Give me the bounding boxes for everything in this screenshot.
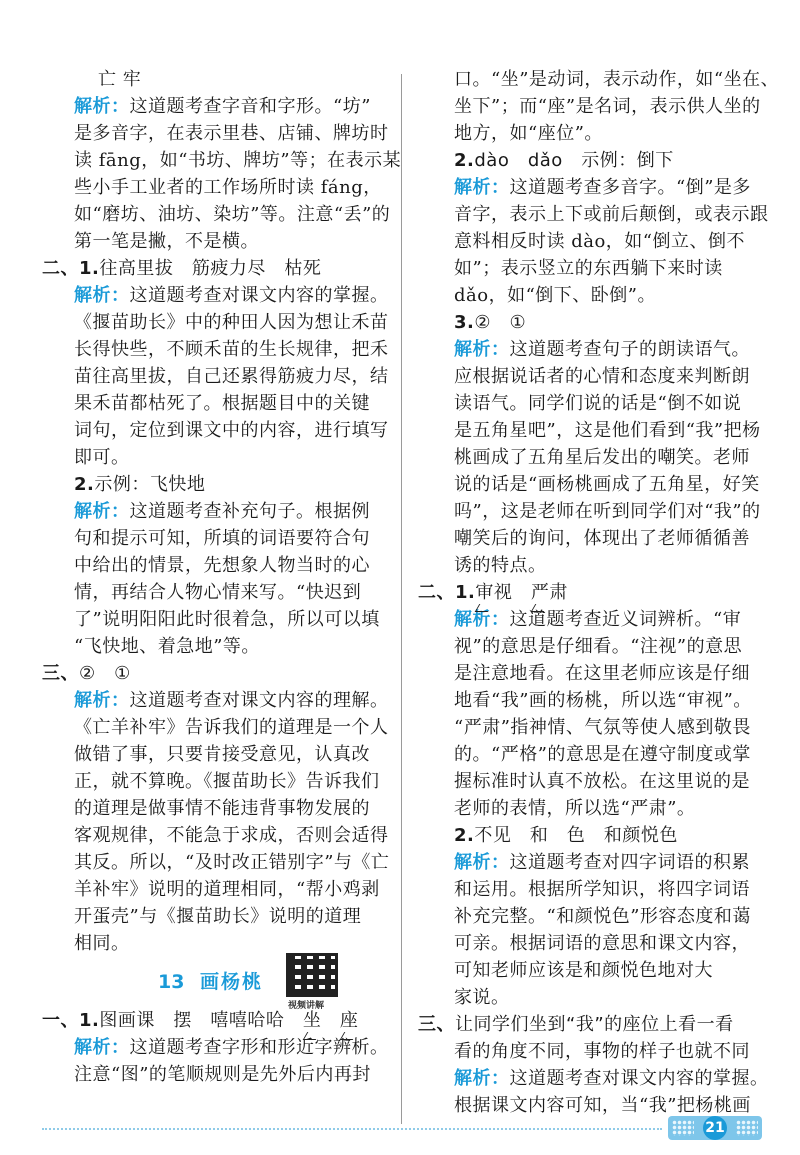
analysis-line: 可知老师应该是和颜悦色地对大 [454,960,713,981]
analysis-line: 解析：这道题考查近义词辨析。“审 [454,609,742,630]
analysis-line: 了”说明阳阳此时很着急，所以可以填 [74,609,380,630]
analysis-line: 地方，如“座位”。 [454,123,603,144]
analysis-line: “严肃”指神情、气氛等使人感到敬畏 [454,717,751,738]
question-line [418,822,778,849]
analysis-line: 应根据说话者的心情和态度来判断朗 [454,366,750,387]
answer-text: dào dǎo 示例：倒下 [474,150,674,171]
question-number: 2. [74,474,95,495]
analysis-line: 注意“图”的笔顺规则是先外后内再封 [74,1064,371,1085]
question-number: 2. [454,150,475,171]
analysis-line: 是多音字，在表示里巷、店铺、牌坊时 [74,123,389,144]
answer-text: 示例：飞快地 [94,474,206,495]
checked-word: 严肃 [531,579,568,606]
question-number: 3. [454,312,475,333]
analysis-line: 和运用。根据所学知识，将四字词语 [454,879,750,900]
analysis-line: 正，就不算晚。《揠苗助长》告诉我们 [74,771,380,792]
analysis-line: 做错了事，只要肯接受意见，认真改 [74,744,370,765]
analysis-line: 解析：这道题考查句子的朗读语气。 [454,339,750,360]
qr-code-icon[interactable] [286,953,338,997]
analysis-label: 解析： [74,285,130,306]
qr-caption: 视频讲解 [288,1001,325,1011]
analysis-line: 视”的意思是仔细看。“注视”的意思 [454,636,743,657]
question-line [418,309,778,336]
answer-text: 图画课 摆 嘻嘻哈哈 [99,1010,285,1031]
analysis-line: 解析：这道题考查补充句子。根据例 [74,501,370,522]
analysis-line: 解析：这道题考查字形和形近字辨析。 [74,1037,389,1058]
analysis-line: 解析：这道题考查多音字。“倒”是多 [454,177,751,198]
analysis-label: 解析： [454,177,510,198]
analysis-line: 句和提示可知，所填的词语要符合句 [74,528,370,549]
question-line [42,255,387,282]
analysis-line: 读语气。同学们说的话是“倒不如说 [454,393,742,414]
analysis-label: 解析： [454,1068,510,1089]
analysis-line: 苗往高里拔，自己还累得筋疲力尽，结 [74,366,389,387]
lesson-title: 画杨桃 [200,971,264,993]
column-divider [401,74,402,1124]
checked-word: 坐 [303,1007,322,1034]
question-line [42,471,387,498]
analysis-line: 开蛋壳”与《揠苗助长》说明的道理 [74,906,362,927]
question-number: 1. [79,1010,100,1031]
analysis-line: 坐下”；而“座”是名词，表示供人坐的 [454,96,761,117]
dots-decoration [736,1120,758,1136]
analysis-line: 握标准时认真不放松。在这里说的是 [454,771,750,792]
section-prefix: 二、 [418,582,455,603]
analysis-line: 音字，表示上下或前后颠倒，或表示跟 [454,204,769,225]
analysis-line: 中给出的情景，先想象人物当时的心 [74,555,370,576]
analysis-line: 是五角星吧”，这是他们看到“我”把杨 [454,420,761,441]
analysis-line: 是注意地看。在这里老师应该是仔细 [454,663,750,684]
analysis-line: 地看“我”画的杨桃，所以选“审视”。 [454,690,752,711]
question-line [42,660,387,687]
analysis-line: dǎo，如“倒下、卧倒”。 [454,285,656,306]
left-column [42,66,402,1088]
analysis-line: 口。“坐”是动词，表示动作，如“坐在、 [454,69,780,90]
answer-line: 亡 牢 [98,69,142,90]
analysis-line: 相同。 [74,933,130,954]
section-prefix: 一、 [42,1010,79,1031]
page-number: 21 [703,1116,727,1140]
analysis-line: 吗”，这是老师在听到同学们对“我”的 [454,501,761,522]
analysis-label: 解析： [74,690,130,711]
analysis-label: 解析： [454,609,510,630]
lesson-number: 13 [158,971,185,993]
analysis-line: 老师的表情，所以选“严肃”。 [454,798,696,819]
analysis-line: 诱的特点。 [454,555,547,576]
analysis-line: 说的话是“画杨桃画成了五角星，好笑 [454,474,760,495]
question-number: 1. [455,582,476,603]
analysis-line: 解析：这道题考查对课文内容的掌握。 [454,1068,769,1089]
answer-text: 看的角度不同，事物的样子也就不同 [454,1041,750,1062]
lesson-heading [42,957,387,1011]
right-column [418,66,778,1119]
analysis-line: 根据课文内容可知，当“我”把杨桃画 [454,1095,751,1116]
section-prefix: 三、 [418,1014,455,1035]
answer-text: 往高里拔 筋疲力尽 枯死 [99,258,322,279]
analysis-line: 即可。 [74,447,130,468]
analysis-line: 解析：这道题考查字音和字形。“坊” [74,96,371,117]
analysis-line: “飞快地、着急地”等。 [74,636,260,657]
checked-word: 座 [340,1007,359,1034]
analysis-line: 读 fāng，如“书坊、牌坊”等；在表示某 [74,150,402,171]
answer-text: 让同学们坐到“我”的座位上看一看 [455,1014,734,1035]
page-number-badge [668,1116,762,1140]
checked-word: 审视 [475,579,512,606]
analysis-line: 羊补牢》说明的道理相同，“帮小鸡剥 [74,879,380,900]
analysis-label: 解析： [74,96,130,117]
analysis-line: 解析：这道题考查对课文内容的理解。 [74,690,389,711]
analysis-line: 第一笔是撇，不是横。 [74,231,259,252]
analysis-line: 补充完整。“和颜悦色”形容态度和蔼 [454,906,751,927]
analysis-label: 解析： [454,852,510,873]
answer-text: ② ① [474,312,527,333]
question-line [418,579,778,606]
analysis-line: 桃画成了五角星后发出的嘲笑。老师 [454,447,750,468]
analysis-label: 解析： [74,1037,130,1058]
question-number: 2. [454,825,475,846]
question-line [418,1011,778,1038]
dots-decoration [672,1120,694,1136]
analysis-line: 情，再结合人物心情来写。“快迟到 [74,582,362,603]
analysis-line: 其反。所以，“及时改正错别字”与《亡 [74,852,390,873]
analysis-line: 的。“严格”的意思是在遵守制度或掌 [454,744,751,765]
analysis-line: 解析：这道题考查对四字词语的积累 [454,852,750,873]
analysis-line: 如“磨坊、油坊、染坊”等。注意“丢”的 [74,204,391,225]
analysis-line: 《亡羊补牢》告诉我们的道理是一个人 [74,717,389,738]
analysis-line: 的道理是做事情不能违背事物发展的 [74,798,370,819]
analysis-line: 可亲。根据词语的意思和课文内容， [454,933,750,954]
analysis-line: 家说。 [454,987,510,1008]
analysis-line: 解析：这道题考查对课文内容的掌握。 [74,285,389,306]
analysis-line: 词句，定位到课文中的内容，进行填写 [74,420,389,441]
answer-text: ② ① [79,663,131,684]
question-line [42,1007,387,1034]
analysis-line: 《揠苗助长》中的种田人因为想让禾苗 [74,312,389,333]
analysis-line: 些小手工业者的工作场所时读 fáng， [74,177,382,198]
question-line [418,147,778,174]
analysis-line: 嘲笑后的询问，体现出了老师循循善 [454,528,750,549]
analysis-line: 如”；表示竖立的东西躺下来时读 [454,258,723,279]
footer-rule [42,1128,662,1130]
analysis-line: 长得快些，不顾禾苗的生长规律，把禾 [74,339,389,360]
analysis-line: 果禾苗都枯死了。根据题目中的关键 [74,393,370,414]
analysis-line: 客观规律，不能急于求成，否则会适得 [74,825,389,846]
question-number: 1. [79,258,100,279]
analysis-line: 意料相反时读 dào，如“倒立、倒不 [454,231,746,252]
answer-text: 不见 和 色 和颜悦色 [474,825,678,846]
section-prefix: 三、 [42,663,79,684]
section-prefix: 二、 [42,258,79,279]
analysis-label: 解析： [454,339,510,360]
analysis-label: 解析： [74,501,130,522]
